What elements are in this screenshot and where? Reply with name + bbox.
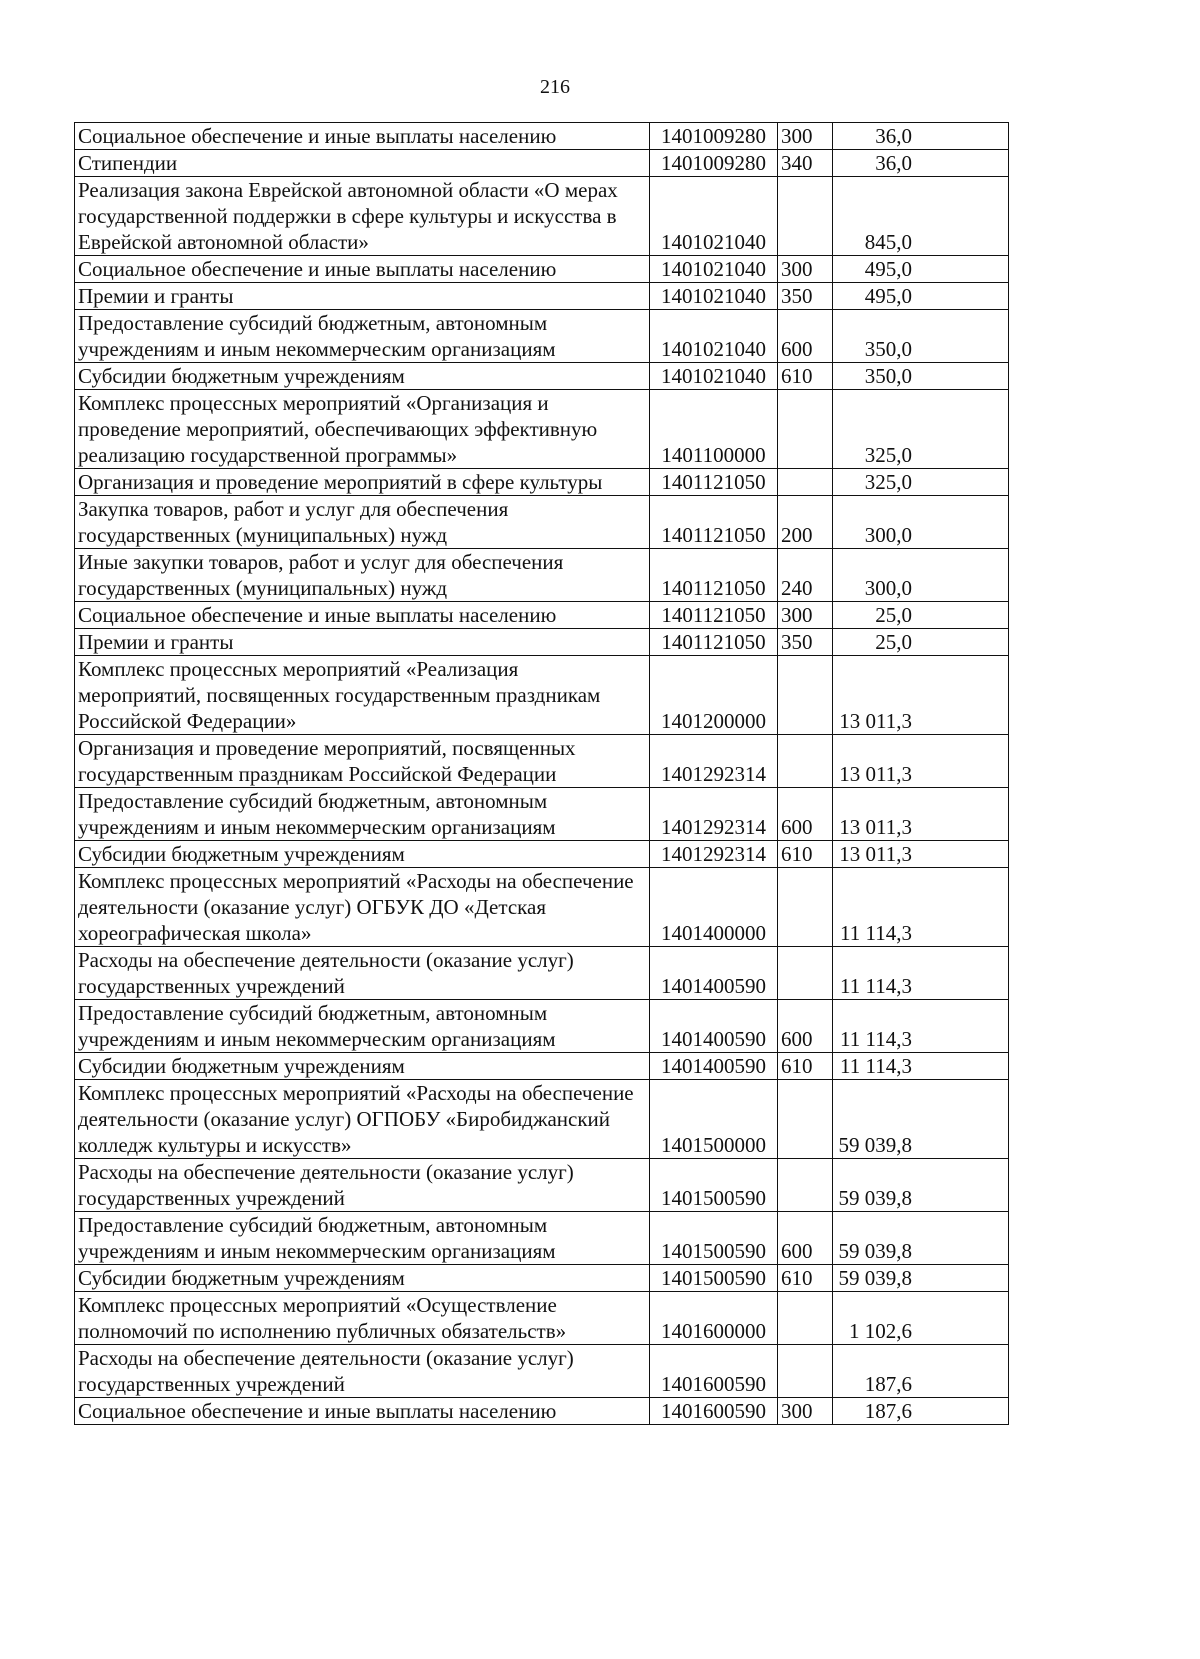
amount-cell: 13 011,3 [833, 656, 1009, 735]
table-row [75, 841, 1009, 868]
target-article-code-cell: 1401400590 [650, 947, 778, 1000]
expense-name-cell: Комплекс процессных мероприятий «Реализация мероприятий, посвященных государственным праздникам Российской Федерации» [75, 656, 650, 735]
table-row [75, 363, 1009, 390]
expense-name-cell: Предоставление субсидий бюджетным, автономным учреждениям и иным некоммерческим организациям [75, 1000, 650, 1053]
expense-type-code-cell [778, 947, 833, 1000]
target-article-code-cell: 1401021040 [650, 256, 778, 283]
target-article-code-cell: 1401021040 [650, 310, 778, 363]
expense-type-code-cell [778, 390, 833, 469]
expense-name-cell: Субсидии бюджетным учреждениям [75, 841, 650, 868]
target-article-code-cell: 1401121050 [650, 549, 778, 602]
budget-table [74, 122, 1009, 1425]
table-row [75, 1292, 1009, 1345]
amount-cell: 13 011,3 [833, 788, 1009, 841]
target-article-code-cell: 1401021040 [650, 177, 778, 256]
amount-cell: 36,0 [833, 123, 1009, 150]
expense-name-cell: Предоставление субсидий бюджетным, автономным учреждениям и иным некоммерческим организациям [75, 788, 650, 841]
amount-cell: 325,0 [833, 469, 1009, 496]
expense-type-code-cell: 240 [778, 549, 833, 602]
table-row [75, 310, 1009, 363]
expense-type-code-cell: 610 [778, 1265, 833, 1292]
amount-cell: 495,0 [833, 283, 1009, 310]
amount-cell: 187,6 [833, 1398, 1009, 1425]
expense-name-cell: Организация и проведение мероприятий в сфере культуры [75, 469, 650, 496]
table-row [75, 735, 1009, 788]
table-row [75, 390, 1009, 469]
expense-name-cell: Иные закупки товаров, работ и услуг для обеспечения государственных (муниципальных) нужд [75, 549, 650, 602]
expense-type-code-cell: 600 [778, 1212, 833, 1265]
table-row [75, 123, 1009, 150]
table-body [75, 123, 1009, 1425]
table-row [75, 1345, 1009, 1398]
expense-name-cell: Социальное обеспечение и иные выплаты населению [75, 123, 650, 150]
amount-cell: 36,0 [833, 150, 1009, 177]
expense-type-code-cell [778, 1159, 833, 1212]
target-article-code-cell: 1401500590 [650, 1212, 778, 1265]
expense-type-code-cell: 300 [778, 1398, 833, 1425]
expense-type-code-cell [778, 1292, 833, 1345]
expense-name-cell: Комплекс процессных мероприятий «Организация и проведение мероприятий, обеспечивающих эффективную реализацию государственной программы» [75, 390, 650, 469]
expense-name-cell: Стипендии [75, 150, 650, 177]
expense-name-cell: Реализация закона Еврейской автономной области «О мерах государственной поддержки в сфере культуры и искусства в Еврейской автономной области» [75, 177, 650, 256]
expense-type-code-cell: 600 [778, 1000, 833, 1053]
expense-type-code-cell: 600 [778, 310, 833, 363]
expense-type-code-cell [778, 656, 833, 735]
expense-name-cell: Комплекс процессных мероприятий «Осуществление полномочий по исполнению публичных обязательств» [75, 1292, 650, 1345]
target-article-code-cell: 1401121050 [650, 629, 778, 656]
amount-cell: 25,0 [833, 629, 1009, 656]
expense-type-code-cell: 350 [778, 283, 833, 310]
expense-type-code-cell: 300 [778, 123, 833, 150]
expense-name-cell: Расходы на обеспечение деятельности (оказание услуг) государственных учреждений [75, 947, 650, 1000]
amount-cell: 59 039,8 [833, 1265, 1009, 1292]
expense-type-code-cell: 610 [778, 1053, 833, 1080]
expense-name-cell: Комплекс процессных мероприятий «Расходы на обеспечение деятельности (оказание услуг) ОГПОБУ «Биробиджанский колледж культуры и искусств» [75, 1080, 650, 1159]
target-article-code-cell: 1401121050 [650, 469, 778, 496]
target-article-code-cell: 1401500590 [650, 1159, 778, 1212]
amount-cell: 350,0 [833, 363, 1009, 390]
target-article-code-cell: 1401100000 [650, 390, 778, 469]
expense-name-cell: Социальное обеспечение и иные выплаты населению [75, 256, 650, 283]
expense-name-cell: Премии и гранты [75, 629, 650, 656]
page-number: 216 [540, 76, 570, 98]
table-row [75, 1080, 1009, 1159]
expense-type-code-cell: 600 [778, 788, 833, 841]
target-article-code-cell: 1401009280 [650, 123, 778, 150]
expense-type-code-cell: 350 [778, 629, 833, 656]
table-row [75, 1000, 1009, 1053]
amount-cell: 13 011,3 [833, 841, 1009, 868]
table-row [75, 656, 1009, 735]
expense-name-cell: Комплекс процессных мероприятий «Расходы на обеспечение деятельности (оказание услуг) ОГБУК ДО «Детская хореографическая школа» [75, 868, 650, 947]
amount-cell: 59 039,8 [833, 1212, 1009, 1265]
expense-name-cell: Организация и проведение мероприятий, посвященных государственным праздникам Российской Федерации [75, 735, 650, 788]
amount-cell: 25,0 [833, 602, 1009, 629]
expense-name-cell: Премии и гранты [75, 283, 650, 310]
table-row [75, 947, 1009, 1000]
table-row [75, 496, 1009, 549]
expense-name-cell: Субсидии бюджетным учреждениям [75, 363, 650, 390]
expense-type-code-cell: 610 [778, 841, 833, 868]
expense-type-code-cell [778, 868, 833, 947]
amount-cell: 495,0 [833, 256, 1009, 283]
table-row [75, 283, 1009, 310]
expense-name-cell: Предоставление субсидий бюджетным, автономным учреждениям и иным некоммерческим организациям [75, 1212, 650, 1265]
target-article-code-cell: 1401200000 [650, 656, 778, 735]
table-row [75, 1159, 1009, 1212]
amount-cell: 59 039,8 [833, 1159, 1009, 1212]
amount-cell: 350,0 [833, 310, 1009, 363]
table-row [75, 1053, 1009, 1080]
target-article-code-cell: 1401400590 [650, 1053, 778, 1080]
table-row [75, 788, 1009, 841]
amount-cell: 300,0 [833, 549, 1009, 602]
table-row [75, 549, 1009, 602]
expense-type-code-cell [778, 469, 833, 496]
table-row [75, 1398, 1009, 1425]
expense-type-code-cell [778, 1080, 833, 1159]
amount-cell: 300,0 [833, 496, 1009, 549]
amount-cell: 11 114,3 [833, 1000, 1009, 1053]
target-article-code-cell: 1401600590 [650, 1398, 778, 1425]
table-row [75, 469, 1009, 496]
expense-name-cell: Предоставление субсидий бюджетным, автономным учреждениям и иным некоммерческим организациям [75, 310, 650, 363]
target-article-code-cell: 1401021040 [650, 283, 778, 310]
target-article-code-cell: 1401292314 [650, 788, 778, 841]
expense-name-cell: Субсидии бюджетным учреждениям [75, 1265, 650, 1292]
target-article-code-cell: 1401500000 [650, 1080, 778, 1159]
target-article-code-cell: 1401121050 [650, 496, 778, 549]
expense-type-code-cell: 300 [778, 602, 833, 629]
expense-type-code-cell: 300 [778, 256, 833, 283]
target-article-code-cell: 1401500590 [650, 1265, 778, 1292]
target-article-code-cell: 1401600590 [650, 1345, 778, 1398]
expense-name-cell: Закупка товаров, работ и услуг для обеспечения государственных (муниципальных) нужд [75, 496, 650, 549]
target-article-code-cell: 1401021040 [650, 363, 778, 390]
amount-cell: 11 114,3 [833, 947, 1009, 1000]
table-row [75, 629, 1009, 656]
amount-cell: 59 039,8 [833, 1080, 1009, 1159]
expense-name-cell: Расходы на обеспечение деятельности (оказание услуг) государственных учреждений [75, 1159, 650, 1212]
table-row [75, 868, 1009, 947]
table-row [75, 1265, 1009, 1292]
amount-cell: 187,6 [833, 1345, 1009, 1398]
table-row [75, 602, 1009, 629]
amount-cell: 1 102,6 [833, 1292, 1009, 1345]
table-row [75, 256, 1009, 283]
target-article-code-cell: 1401400000 [650, 868, 778, 947]
expense-type-code-cell [778, 1345, 833, 1398]
target-article-code-cell: 1401292314 [650, 735, 778, 788]
expense-type-code-cell: 340 [778, 150, 833, 177]
target-article-code-cell: 1401009280 [650, 150, 778, 177]
target-article-code-cell: 1401292314 [650, 841, 778, 868]
expense-type-code-cell: 610 [778, 363, 833, 390]
amount-cell: 11 114,3 [833, 868, 1009, 947]
expense-type-code-cell: 200 [778, 496, 833, 549]
amount-cell: 13 011,3 [833, 735, 1009, 788]
expense-name-cell: Социальное обеспечение и иные выплаты населению [75, 602, 650, 629]
expense-type-code-cell [778, 735, 833, 788]
amount-cell: 845,0 [833, 177, 1009, 256]
expense-name-cell: Социальное обеспечение и иные выплаты населению [75, 1398, 650, 1425]
target-article-code-cell: 1401400590 [650, 1000, 778, 1053]
table-row [75, 1212, 1009, 1265]
expense-type-code-cell [778, 177, 833, 256]
amount-cell: 325,0 [833, 390, 1009, 469]
expense-name-cell: Субсидии бюджетным учреждениям [75, 1053, 650, 1080]
target-article-code-cell: 1401121050 [650, 602, 778, 629]
target-article-code-cell: 1401600000 [650, 1292, 778, 1345]
expense-name-cell: Расходы на обеспечение деятельности (оказание услуг) государственных учреждений [75, 1345, 650, 1398]
amount-cell: 11 114,3 [833, 1053, 1009, 1080]
table-row [75, 150, 1009, 177]
table-row [75, 177, 1009, 256]
